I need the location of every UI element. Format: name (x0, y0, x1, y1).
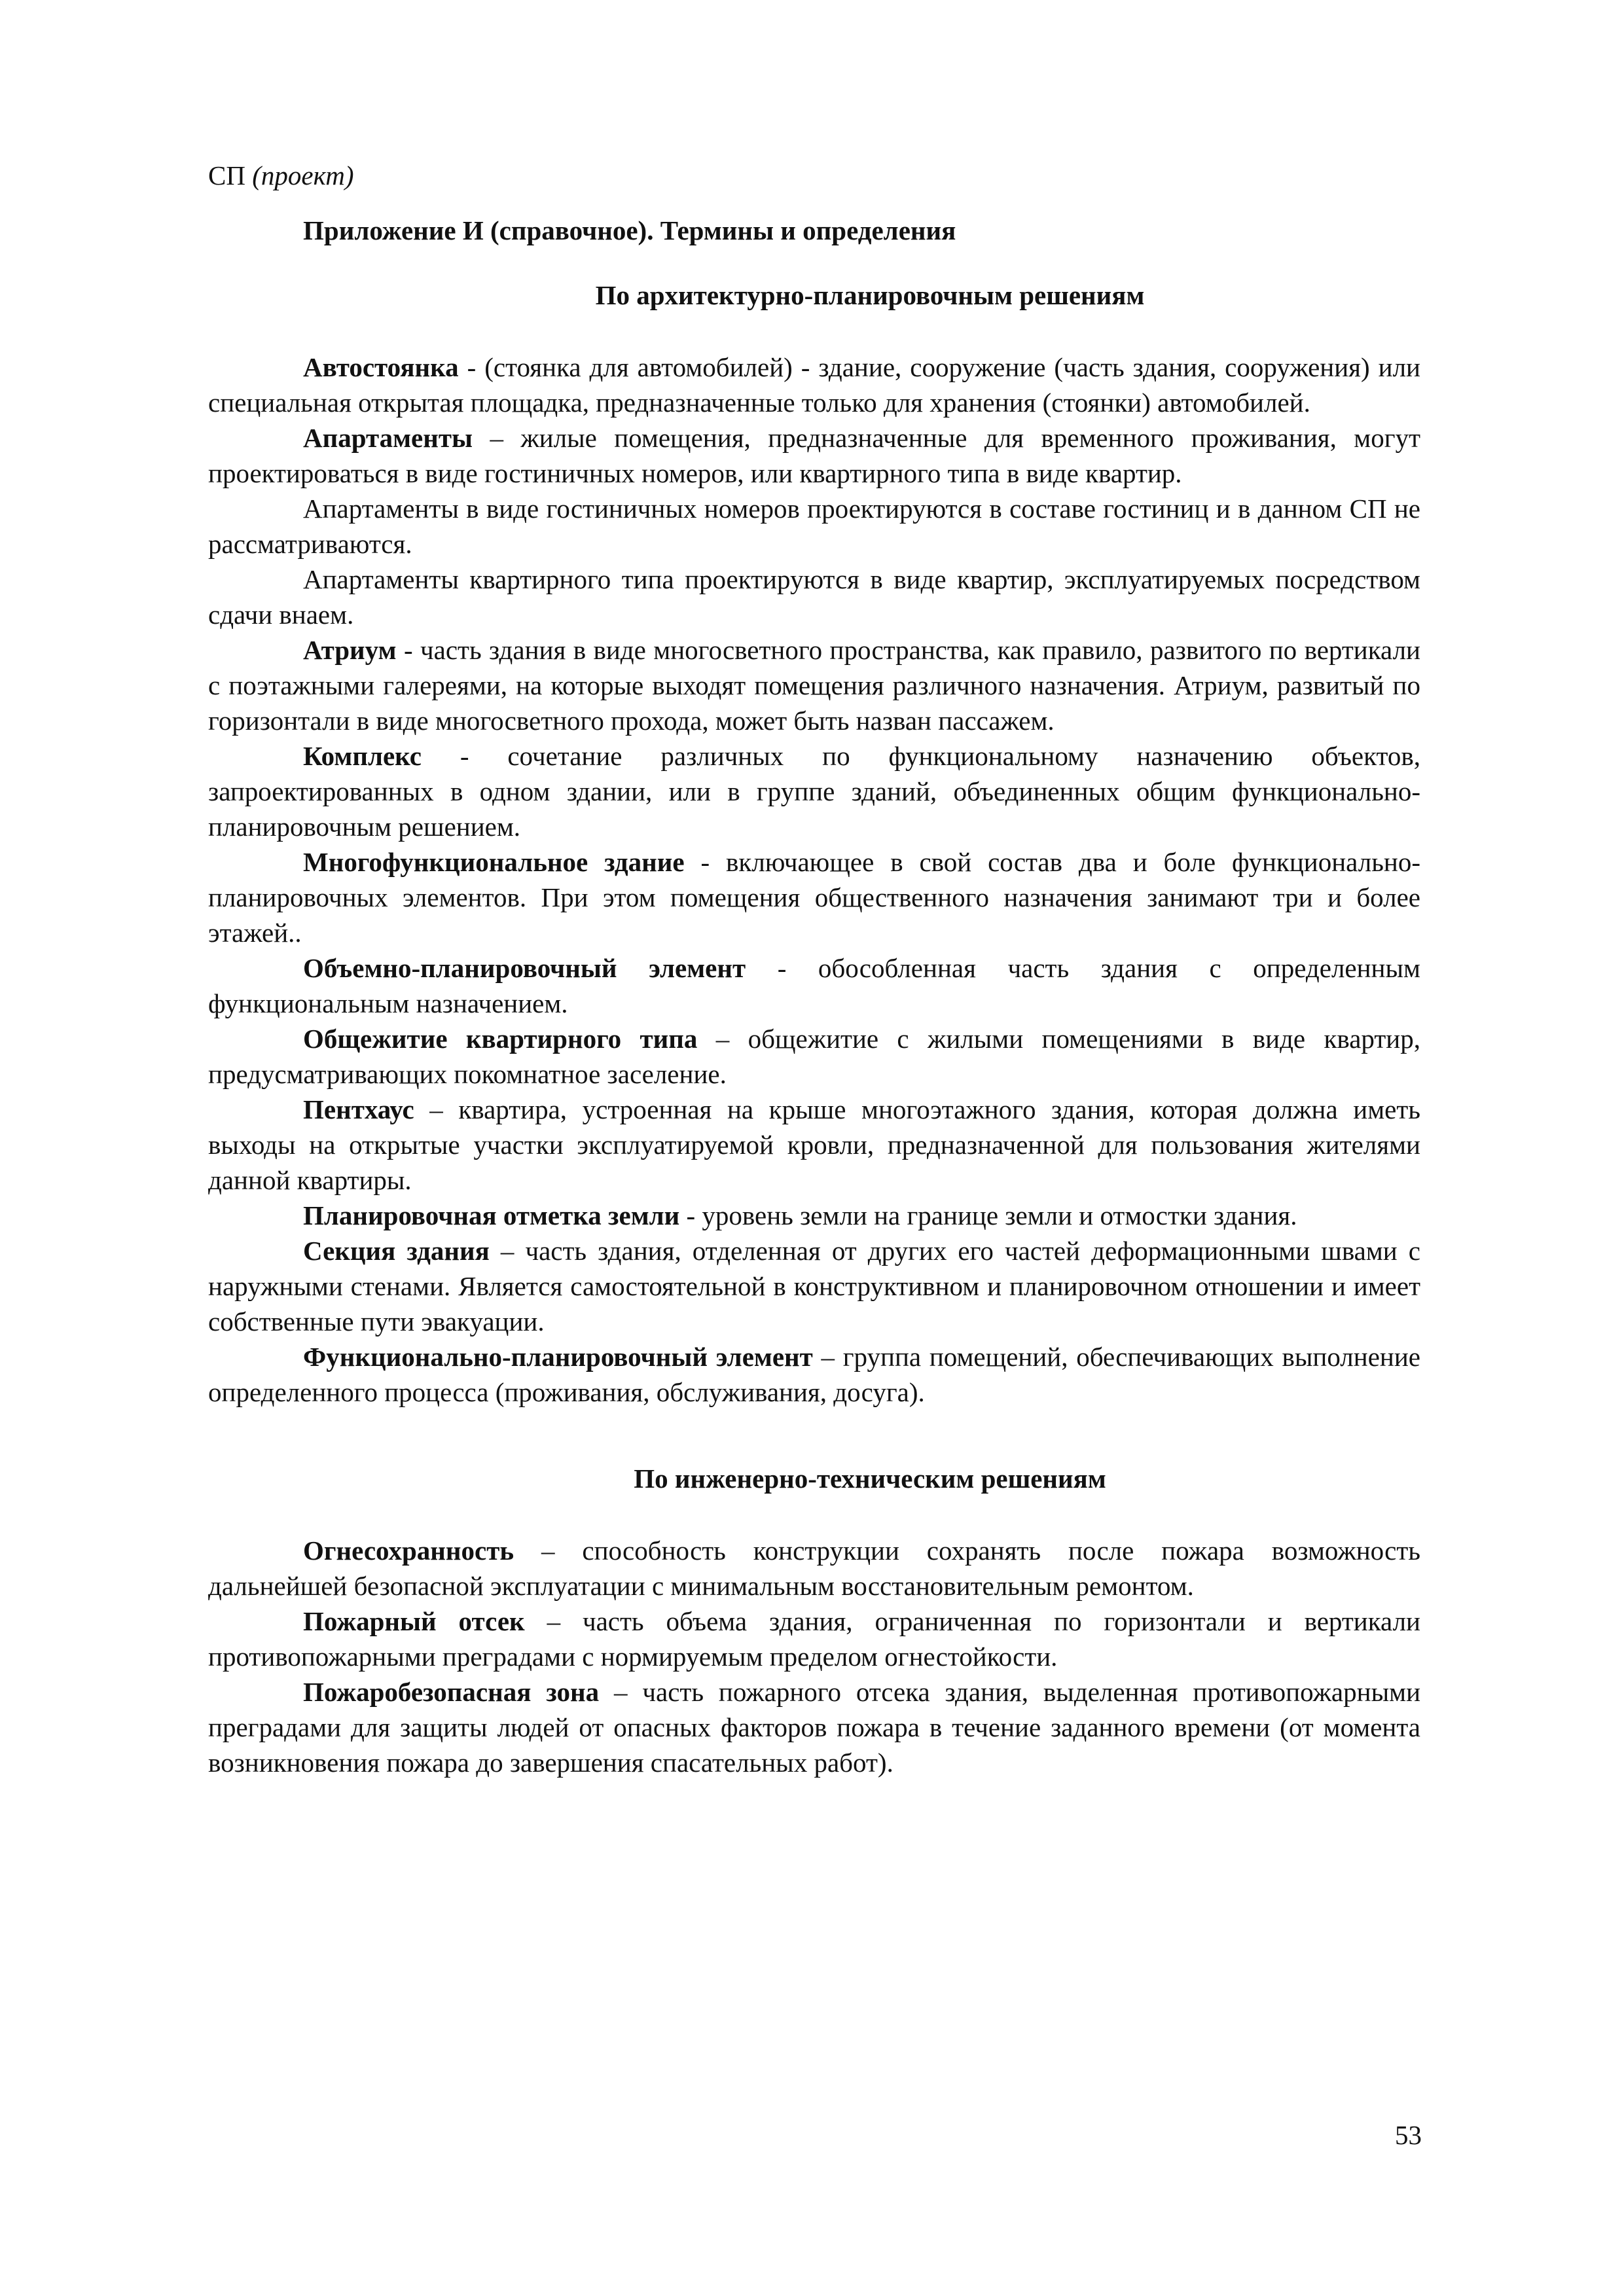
definition-paragraph (208, 1021, 1420, 1092)
definition-paragraph (208, 1604, 1420, 1674)
definition-term: Секция здания (303, 1236, 490, 1266)
document-header (208, 156, 353, 195)
definition-paragraph (208, 1198, 1420, 1233)
definition-text: Апартаменты квартирного типа проектируются в виде квартир, эксплуатируемых посредством сдачи внаем. (208, 564, 1420, 630)
definition-term: Планировочная отметка земли (303, 1200, 680, 1230)
definition-term: Атриум (303, 635, 397, 665)
definition-term: Пентхаус (303, 1094, 414, 1124)
definition-text: - (стоянка для автомобилей) - здание, сооружение (часть здания, сооружения) или специальная открытая площадка, предназначенные только для хранения (стоянки) автомобилей. (208, 352, 1420, 418)
definition-paragraph (208, 844, 1420, 950)
definition-term: Объемно-планировочный элемент (303, 953, 746, 983)
definition-term: Огнесохранность (303, 1535, 514, 1566)
definition-paragraph (208, 950, 1420, 1021)
definition-paragraph (208, 1233, 1420, 1339)
definitions-section (208, 1461, 1420, 1780)
definition-paragraph (208, 632, 1420, 738)
definition-paragraph (208, 350, 1420, 420)
definition-text: – часть здания, отделенная от других его частей деформационными швами с наружными стенами. Является самостоятельной в конструктивном и планировочном отношении и имеет собственные пути эвакуации. (208, 1236, 1421, 1336)
definition-term: Многофункциональное здание (303, 847, 685, 877)
definition-term: Общежитие квартирного типа (303, 1024, 698, 1054)
definitions-section (208, 278, 1420, 1410)
definition-term: Пожаробезопасная зона (303, 1677, 600, 1707)
definition-text: - обособленная часть здания с определенным функциональным назначением. (208, 953, 1420, 1018)
definitions-content (208, 278, 1420, 1780)
definition-text: - уровень земли на границе земли и отмостки здания. (679, 1200, 1297, 1230)
definition-paragraph (208, 562, 1420, 632)
definition-paragraph (208, 1674, 1420, 1780)
definition-term: Апартаменты (303, 423, 473, 453)
definition-term: Функционально-планировочный элемент (303, 1342, 813, 1372)
appendix-title: Приложение И (справочное). Термины и определения (303, 215, 956, 245)
definition-paragraph (208, 1092, 1420, 1198)
definition-term: Автостоянка (303, 352, 459, 382)
definition-text: – группа помещений, обеспечивающих выполнение определенного процесса (проживания, обслуживания, досуга). (208, 1342, 1420, 1407)
definition-paragraph (208, 1533, 1420, 1604)
page-number: 53 (1395, 2120, 1422, 2150)
definition-text: - включающее в свой состав два и боле функционально-планировочных элементов. При этом помещения общественного назначения занимают три и более этажей.. (208, 847, 1420, 948)
definition-paragraph (208, 1339, 1420, 1410)
definition-text: - часть здания в виде многосветного пространства, как правило, развитого по вертикали с поэтажными галереями, на которые выходят помещения различного назначения. Атриум, развитый по горизонтали в виде многосветного прохода, может быть назван пассажем. (208, 635, 1420, 736)
definition-paragraph (208, 738, 1420, 844)
definition-paragraph (208, 491, 1420, 562)
definition-text: – способность конструкции сохранять после пожара возможность дальнейшей безопасной эксплуатации с минимальным восстановительным ремонтом. (208, 1535, 1420, 1601)
definition-term: Пожарный отсек (303, 1606, 525, 1636)
header-qualifier: (проект) (252, 160, 354, 190)
definition-text: – общежитие с жилыми помещениями в виде квартир, предусматривающих покомнатное заселение. (208, 1024, 1420, 1089)
header-code: СП (208, 160, 245, 190)
definition-text: – часть пожарного отсека здания, выделенная противопожарными преградами для защиты людей от опасных факторов пожара в течение заданного времени (от момента возникновения пожара до завершения спасательных работ). (208, 1677, 1421, 1778)
definition-paragraph (208, 420, 1420, 491)
definition-text: – квартира, устроенная на крыше многоэтажного здания, которая должна иметь выходы на открытые участки эксплуатируемой кровли, предназначенной для пользования жителями данной квартиры. (208, 1094, 1420, 1195)
definition-text: - сочетание различных по функциональному назначению объектов, запроектированных в одном здании, или в группе зданий, объединенных общим функционально-планировочным решением. (208, 741, 1420, 842)
definition-text: – часть объема здания, ограниченная по горизонтали и вертикали противопожарными преградами с нормируемым пределом огнестойкости. (208, 1606, 1420, 1672)
definition-term: Комплекс (303, 741, 422, 771)
section-heading: По инженерно-техническим решениям (634, 1463, 1106, 1494)
section-heading: По архитектурно-планировочным решениям (595, 280, 1145, 310)
definition-text: – жилые помещения, предназначенные для временного проживания, могут проектироваться в виде гостиничных номеров, или квартирного типа в виде квартир. (208, 423, 1420, 488)
definition-text: Апартаменты в виде гостиничных номеров проектируются в составе гостиниц и в данном СП не рассматриваются. (208, 493, 1420, 559)
